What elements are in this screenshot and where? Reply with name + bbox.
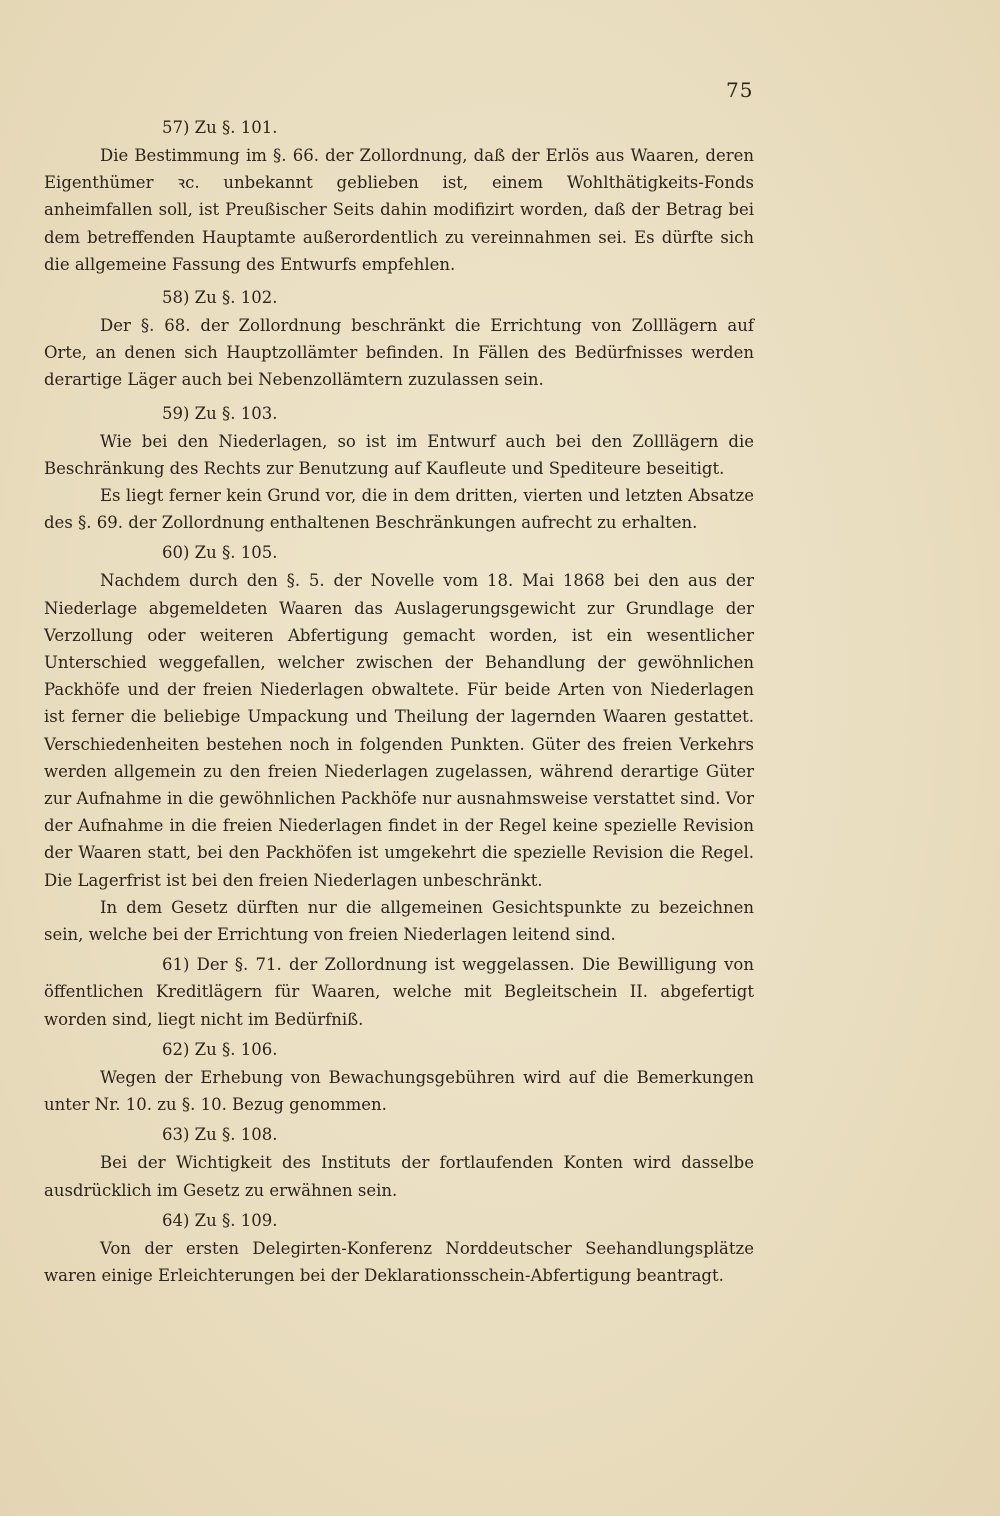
section-heading-59: 59) Zu §. 103.: [162, 403, 278, 423]
paragraph-60-1: Nachdem durch den §. 5. der Novelle vom 18. Mai 1868 bei den aus der Niederlage abgemeldeten Waaren das Auslagerungsgewicht zur Grundlage der Verzollung oder weiteren Abfertigung gemacht worden, ist ein wesentlicher Unterschied weggefallen, welcher zwischen der Behandlung der gewöhnlichen Packhöfe und der freien Niederlagen obwaltete. Für beide Arten von Niederlagen ist ferner die beliebige Umpackung und Theilung der lagernden Waaren gestattet. Verschiedenheiten bestehen noch in folgenden Punkten. Güter des freien Verkehrs werden allgemein zu den freien Niederlagen zugelassen, während derartige Güter zur Aufnahme in die gewöhnlichen Packhöfe nur ausnahmsweise verstattet sind. Vor der Aufnahme in die freien Niederlagen findet in der Regel keine spezielle Revision der Waaren statt, bei den Packhöfen ist umgekehrt die spezielle Revision die Regel. Die Lagerfrist ist bei den freien Niederlagen unbeschränkt.: [44, 571, 754, 890]
paragraph-58-1: Der §. 68. der Zollordnung beschränkt die Errichtung von Zolllägern auf Orte, an denen sich Hauptzollämter befinden. In Fällen des Bedürfnisses werden derartige Läger auch bei Nebenzollämtern zuzulassen sein.: [44, 316, 754, 390]
paragraph-63-1: Bei der Wichtigkeit des Instituts der fortlaufenden Konten wird dasselbe ausdrücklich im Gesetz zu erwähnen sein.: [44, 1153, 754, 1200]
paragraph-59-1: Wie bei den Niederlagen, so ist im Entwurf auch bei den Zolllägern die Beschränkung des Rechts zur Benutzung auf Kaufleute und Spediteure beseitigt.: [44, 431, 754, 478]
document-body: [44, 114, 754, 1289]
section-heading-62: 62) Zu §. 106.: [162, 1039, 278, 1059]
section-heading-63: 63) Zu §. 108.: [162, 1125, 278, 1145]
paragraph-59-2: Es liegt ferner kein Grund vor, die in dem dritten, vierten und letzten Absatze des §. 69. der Zollordnung enthaltenen Beschränkungen aufrecht zu erhalten.: [44, 486, 754, 533]
page-number: 75: [726, 78, 754, 102]
paragraph-61-1: 61) Der §. 71. der Zollordnung ist weggelassen. Die Bewilligung von öffentlichen Kreditlägern für Waaren, welche mit Begleitschein II. abgefertigt worden sind, liegt nicht im Bedürfniß.: [44, 955, 754, 1029]
section-heading-57: 57) Zu §. 101.: [162, 118, 278, 137]
section-heading-60: 60) Zu §. 105.: [162, 543, 278, 563]
paragraph-64-1: Von der ersten Delegirten-Konferenz Norddeutscher Seehandlungsplätze waren einige Erleichterungen bei der Deklarationsschein-Abfertigung beantragt.: [44, 1238, 754, 1285]
paragraph-62-1: Wegen der Erhebung von Bewachungsgebühren wird auf die Bemerkungen unter Nr. 10. zu §. 10. Bezug genommen.: [44, 1067, 754, 1115]
paragraph-60-2: In dem Gesetz dürften nur die allgemeinen Gesichtspunkte zu bezeichnen sein, welche bei der Errichtung von freien Niederlagen leitend sind.: [44, 897, 754, 945]
section-heading-64: 64) Zu §. 109.: [162, 1210, 278, 1230]
section-heading-58: 58) Zu §. 102.: [162, 288, 278, 308]
paragraph-57-1: Die Bestimmung im §. 66. der Zollordnung, daß der Erlös aus Waaren, deren Eigenthümer ꝛc. unbekannt geblieben ist, einem Wohlthätigkeits-Fonds anheimfallen soll, ist Preußischer Seits dahin modifizirt worden, daß der Betrag bei dem betreffenden Hauptamte außerordentlich zu vereinnahmen sei. Es dürfte sich die allgemeine Fassung des Entwurfs empfehlen.: [44, 146, 754, 274]
